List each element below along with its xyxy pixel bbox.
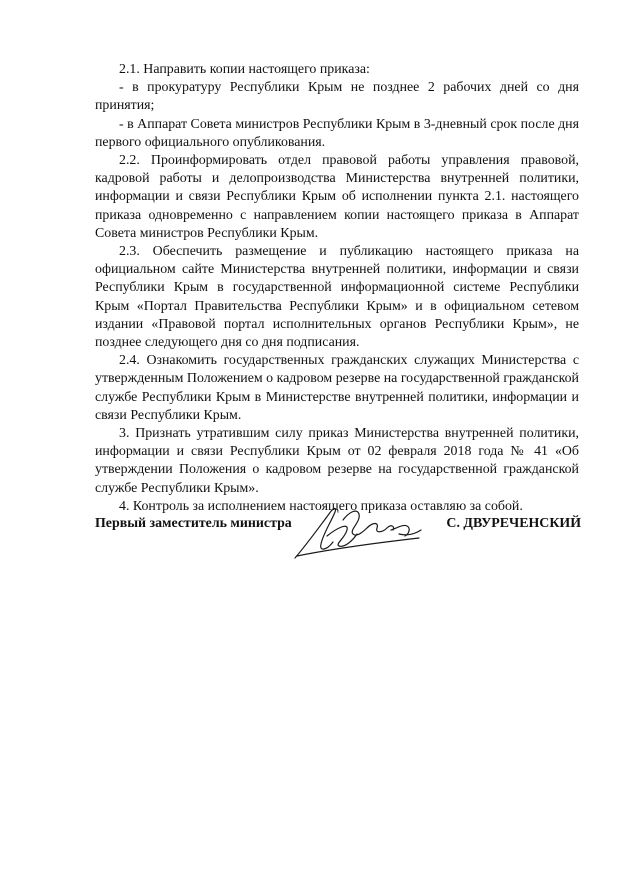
signatory-name: С. ДВУРЕЧЕНСКИЙ [446,516,581,531]
paragraph-2-4: 2.4. Ознакомить государственных гражданских служащих Министерства с утвержденным Положением о кадровом резерве на государственной гражданской службе Республики Крым в Министерстве внутренней политики, информации и связи Республики Крым. [95,353,579,423]
signatory-position: Первый заместитель министра [95,516,292,531]
paragraph-2-1-council: - в Аппарат Совета министров Республики Крым в 3-дневный срок после дня первого официального опубликования. [95,116,579,150]
handwritten-signature [287,500,437,560]
paragraph-2-3: 2.3. Обеспечить размещение и публикацию настоящего приказа на официальном сайте Министерства внутренней политики, информации и связи Республики Крым в государственной информационной системе Республики Крым «Портал Правительства Республики Крым» и в официальном сетевом издании «Правовой портал исполнительных органов Республики Крым», не позднее следующего дня со дня подписания. [95,244,579,351]
paragraph-2-2: 2.2. Проинформировать отдел правовой работы управления правовой, кадровой работы и делопроизводства Министерства внутренней политики, информации и связи Республики Крым об исполнении пункта 2.1. настоящего приказа одновременно с направлением копии настоящего приказа в Аппарат Совета министров Республики Крым. [95,153,579,241]
signature-block [95,500,581,560]
paragraph-3: 3. Признать утратившим силу приказ Министерства внутренней политики, информации и связи Республики Крым от 02 февраля 2018 года № 41 «Об утверждении Положения о кадровом резерве на государственной гражданской службе Республики Крым». [95,426,579,496]
document-body [95,61,579,516]
paragraph-2-1: 2.1. Направить копии настоящего приказа: [119,62,370,77]
paragraph-4: 4. Контроль за исполнением настоящего приказа оставляю за собой. [119,498,523,514]
paragraph-2-1-prosecutor: - в прокуратуру Республики Крым не позднее 2 рабочих дней со дня принятия; [95,80,579,114]
